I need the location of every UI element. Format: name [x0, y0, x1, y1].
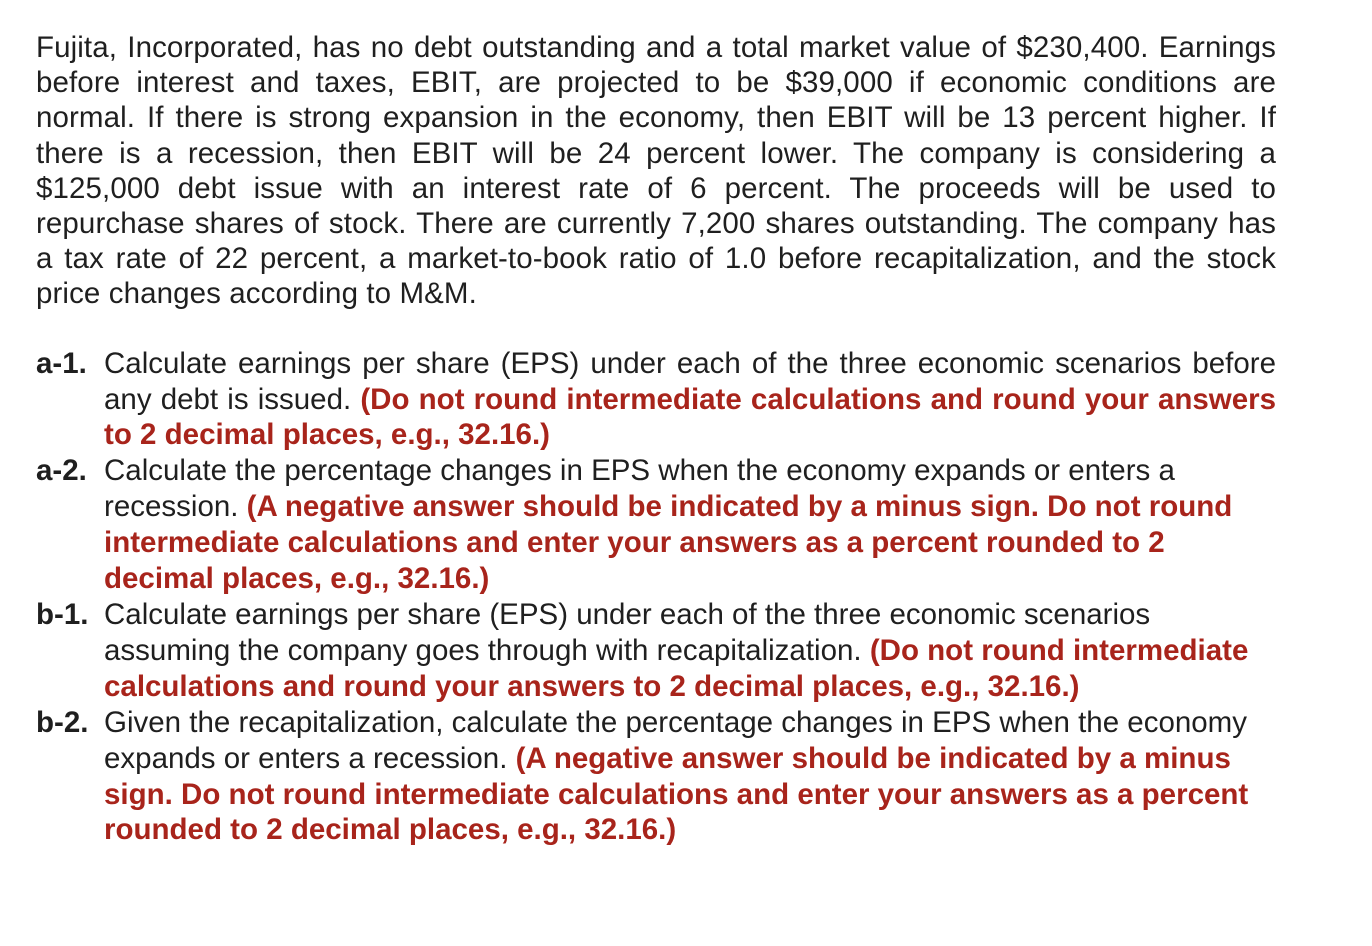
part-b2	[36, 705, 1276, 849]
part-text: Calculate earnings per share (EPS) under each of the three economic scenarios assuming the company goes through with recapitalization.	[104, 597, 1151, 667]
part-body	[104, 453, 1276, 597]
part-text: Calculate the percentage changes in EPS when the economy expands or enters a recession.	[104, 454, 1175, 524]
part-body	[104, 597, 1276, 705]
part-body	[104, 705, 1276, 849]
part-instruction: (A negative answer should be indicated by a minus sign. Do not round intermediate calculations and enter your answers as a percent rounded to 2 decimal places, e.g., 32.16.)	[104, 490, 1233, 596]
part-label: a-1.	[36, 346, 87, 380]
part-label: a-2.	[36, 454, 87, 488]
question-parts	[36, 346, 1276, 849]
part-body	[104, 346, 1276, 454]
part-a1	[36, 346, 1276, 454]
part-text: Calculate earnings per share (EPS) under each of the three economic scenarios before any debt is issued.	[104, 346, 1276, 416]
part-instruction: (Do not round intermediate calculations and round your answers to 2 decimal places, e.g., 32.16.)	[104, 633, 1249, 703]
part-a2	[36, 453, 1276, 597]
part-instruction: (Do not round intermediate calculations and round your answers to 2 decimal places, e.g., 32.16.)	[104, 382, 1277, 452]
problem-statement	[36, 30, 1276, 848]
part-instruction: (A negative answer should be indicated by a minus sign. Do not round intermediate calculations and enter your answers as a percent rounded to 2 decimal places, e.g., 32.16.)	[104, 741, 1249, 847]
part-b1	[36, 597, 1276, 705]
part-label: b-1.	[36, 597, 89, 631]
part-text: Given the recapitalization, calculate the percentage changes in EPS when the economy expands or enters a recession.	[104, 705, 1248, 775]
problem-intro: Fujita, Incorporated, has no debt outstanding and a total market value of $230,400. Earnings before interest and taxes, EBIT, are projected to be $39,000 if economic conditions are normal. If there is strong expansion in the economy, then EBIT will be 13 percent higher. If there is a recession, then EBIT will be 24 percent lower. The company is considering a $125,000 debt issue with an interest rate of 6 percent. The proceeds will be used to repurchase shares of stock. There are currently 7,200 shares outstanding. The company has a tax rate of 22 percent, a market-to-book ratio of 1.0 before recapitalization, and the stock price changes according to M&M.	[36, 31, 1276, 311]
part-label: b-2.	[36, 705, 89, 739]
